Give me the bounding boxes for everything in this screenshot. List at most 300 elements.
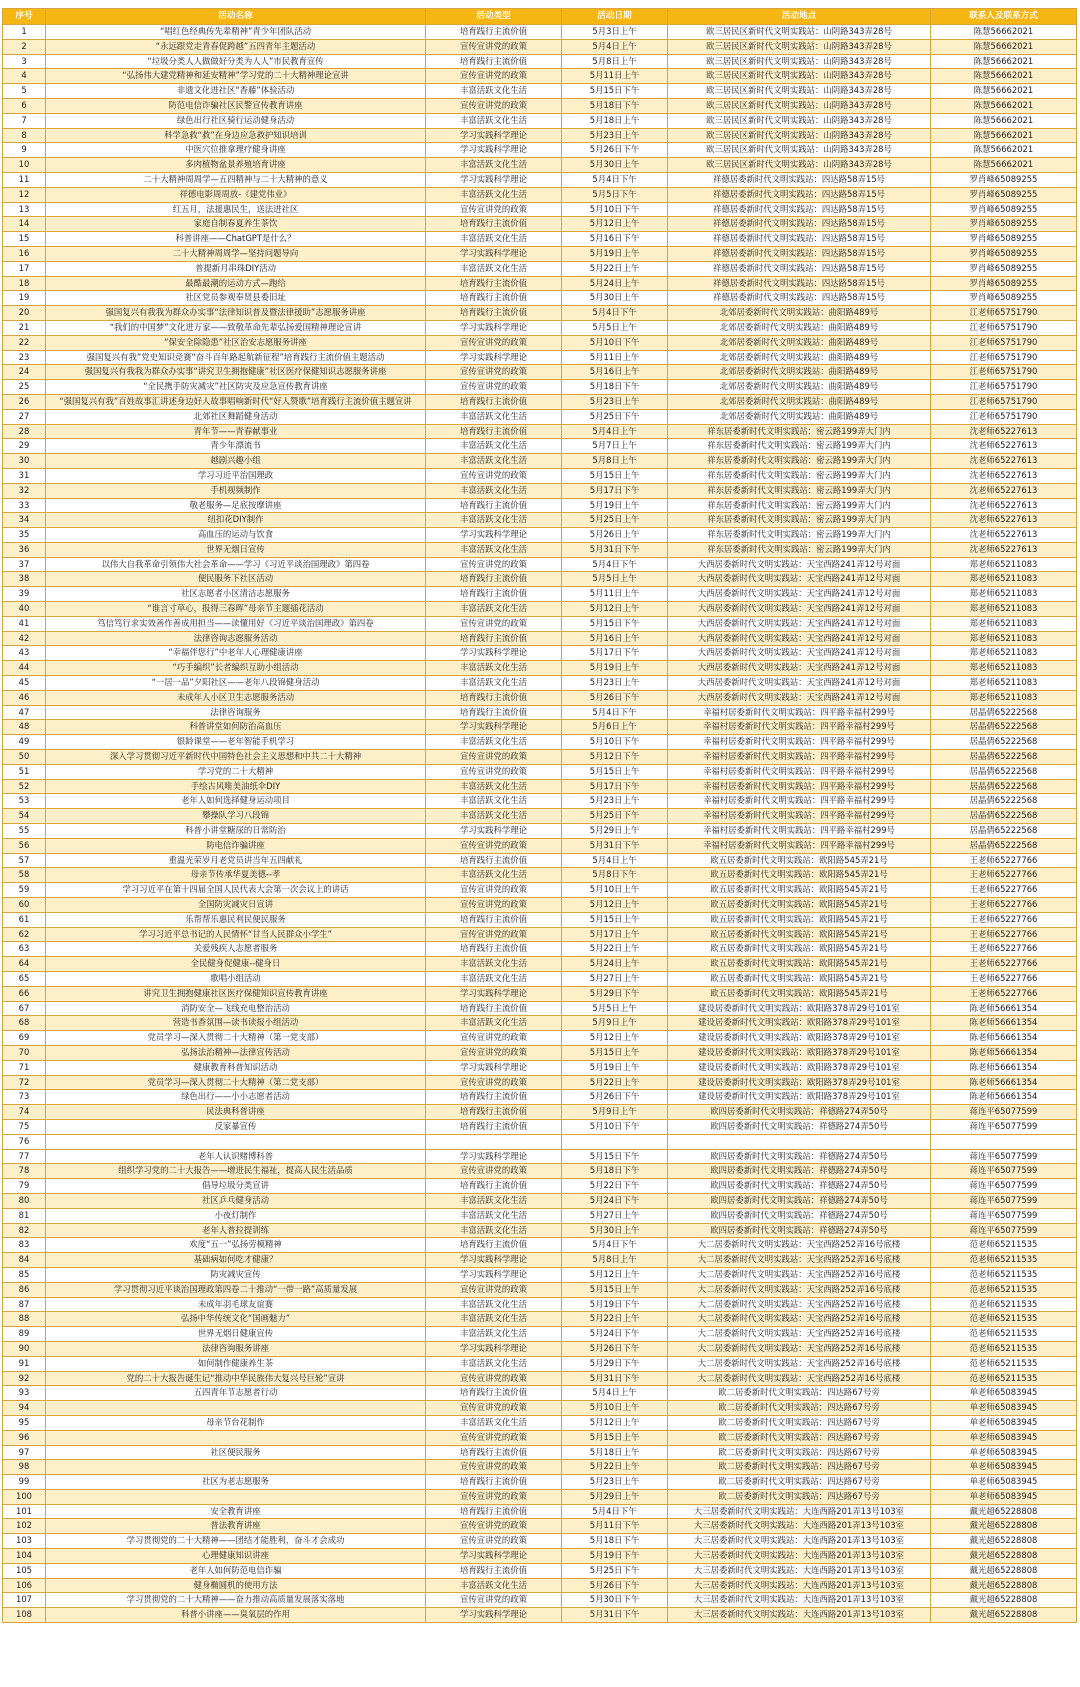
cell-activity-name: 学习党的二十大精神 [46,764,426,779]
cell-activity-type: 丰富活跃文化生活 [426,232,562,247]
table-row [3,291,1077,306]
cell-activity-type: 宣传宣讲党的政策 [426,39,562,54]
cell-activity-location: 幸福村居委新时代文明实践站：四平路幸福村299号 [668,750,931,765]
table-row [3,1489,1077,1504]
cell-contact: 蒋连平65077599 [931,1149,1077,1164]
cell-activity-name: “谁言寸草心，报得三春晖”母亲节主题插花活动 [46,602,426,617]
cell-index: 75 [3,1119,46,1134]
cell-activity-type: 培育践行主流价值 [426,291,562,306]
table-row [3,779,1077,794]
cell-activity-type: 丰富活跃文化生活 [426,676,562,691]
cell-activity-location: 建设居委新时代文明实践站：欧阳路378弄29号101室 [668,1075,931,1090]
cell-index: 31 [3,468,46,483]
cell-activity-type: 丰富活跃文化生活 [426,454,562,469]
table-row [3,1401,1077,1416]
cell-activity-type: 丰富活跃文化生活 [426,1208,562,1223]
cell-contact: 陈老师56661354 [931,1016,1077,1031]
cell-activity-location: 祥东居委新时代文明实践站：密云路199弄大门内 [668,483,931,498]
cell-activity-name: 学习习近平在第十四届全国人民代表大会第一次会议上的讲话 [46,883,426,898]
cell-activity-date: 5月12日上午 [562,1031,668,1046]
cell-activity-type: 宣传宣讲党的政策 [426,1534,562,1549]
table-row [3,1208,1077,1223]
cell-activity-type: 宣传宣讲党的政策 [426,1045,562,1060]
cell-activity-location: 幸福村居委新时代文明实践站：四平路幸福村299号 [668,809,931,824]
cell-contact [931,1134,1077,1149]
cell-activity-date: 5月10日上午 [562,1401,668,1416]
cell-activity-type: 培育践行主流价值 [426,705,562,720]
table-row [3,1253,1077,1268]
cell-activity-location: 欧三居民区新时代文明实践站：山阴路343弄28号 [668,143,931,158]
cell-index: 11 [3,172,46,187]
cell-activity-location: 欧四居委新时代文明实践站：祥德路274弄50号 [668,1119,931,1134]
cell-activity-type: 丰富活跃文化生活 [426,187,562,202]
table-row [3,1001,1077,1016]
cell-activity-location: 幸福村居委新时代文明实践站：四平路幸福村299号 [668,764,931,779]
table-row [3,898,1077,913]
cell-activity-location: 祥德居委新时代文明实践站：四达路58弄15号 [668,202,931,217]
cell-activity-location: 欧二居委新时代文明实践站：四达路67号旁 [668,1401,931,1416]
cell-activity-location: 大二居委新时代文明实践站：天宝西路252弄16号底楼 [668,1267,931,1282]
cell-activity-type: 丰富活跃文化生活 [426,735,562,750]
cell-contact: 罗肖峰65089255 [931,172,1077,187]
cell-activity-name [46,1460,426,1475]
cell-activity-name: 科普讲座——ChatGPT是什么？ [46,232,426,247]
cell-index: 54 [3,809,46,824]
cell-activity-location: 大二居委新时代文明实践站：天宝西路252弄16号底楼 [668,1297,931,1312]
cell-index: 55 [3,824,46,839]
cell-index: 14 [3,217,46,232]
cell-activity-name: 强国复兴有我我为群众办实事“法律知识普及暨法律援助”志愿服务讲座 [46,306,426,321]
table-row [3,1060,1077,1075]
cell-contact: 郑老师65211083 [931,646,1077,661]
cell-activity-location: 幸福村居委新时代文明实践站：四平路幸福村299号 [668,824,931,839]
cell-activity-date: 5月3日上午 [562,25,668,40]
cell-activity-location: 幸福村居委新时代文明实践站：四平路幸福村299号 [668,838,931,853]
cell-contact: 陈老师56661354 [931,1060,1077,1075]
table-row [3,246,1077,261]
cell-index: 34 [3,513,46,528]
cell-index: 80 [3,1193,46,1208]
cell-activity-name: 党员学习—深入贯彻二十大精神（第一党支部） [46,1031,426,1046]
cell-index: 85 [3,1267,46,1282]
cell-contact: 罗肖峰65089255 [931,217,1077,232]
table-row [3,276,1077,291]
cell-index: 43 [3,646,46,661]
table-row [3,1090,1077,1105]
cell-activity-date: 5月10日下午 [562,335,668,350]
cell-activity-date: 5月26日上午 [562,528,668,543]
table-row [3,942,1077,957]
table-row [3,394,1077,409]
table-row [3,158,1077,173]
table-row [3,39,1077,54]
cell-activity-name: 乐帮帮乐惠民利民便民服务 [46,912,426,927]
cell-index: 32 [3,483,46,498]
cell-contact: 沈老师65227613 [931,454,1077,469]
cell-activity-date: 5月17日下午 [562,646,668,661]
cell-activity-location: 欧二居委新时代文明实践站：四达路67号旁 [668,1489,931,1504]
cell-index: 52 [3,779,46,794]
column-header-activity-name: 活动名称 [46,9,426,25]
table-row [3,380,1077,395]
cell-activity-name: 未成年羽毛球友谊赛 [46,1297,426,1312]
cell-activity-name: 弘扬中华传统文化“国画魅力” [46,1312,426,1327]
cell-activity-type: 培育践行主流价值 [426,1179,562,1194]
cell-activity-location: 祥东居委新时代文明实践站：密云路199弄大门内 [668,528,931,543]
cell-activity-date: 5月4日上午 [562,853,668,868]
cell-index: 64 [3,957,46,972]
cell-activity-type: 宣传宣讲党的政策 [426,883,562,898]
cell-activity-location: 欧五居委新时代文明实践站：欧阳路545弄21号 [668,898,931,913]
cell-contact: 陈慧56662021 [931,158,1077,173]
cell-contact: 江老师65751790 [931,380,1077,395]
cell-activity-date: 5月4日下午 [562,557,668,572]
table-row [3,1519,1077,1534]
cell-index: 39 [3,587,46,602]
cell-activity-location: 欧三居民区新时代文明实践站：山阴路343弄28号 [668,98,931,113]
cell-activity-date: 5月26日下午 [562,1090,668,1105]
cell-activity-date: 5月16日上午 [562,631,668,646]
cell-index: 107 [3,1593,46,1608]
cell-activity-location: 欧三居民区新时代文明实践站：山阴路343弄28号 [668,69,931,84]
table-row [3,838,1077,853]
cell-contact: 沈老师65227613 [931,439,1077,454]
table-row [3,54,1077,69]
table-row [3,1164,1077,1179]
table-row [3,1534,1077,1549]
cell-activity-type: 培育践行主流价值 [426,853,562,868]
cell-activity-location: 大三居委新时代文明实践站：大连西路201弄13号103室 [668,1549,931,1564]
cell-activity-type: 丰富活跃文化生活 [426,972,562,987]
table-row [3,261,1077,276]
cell-activity-location: 欧四居委新时代文明实践站：祥德路274弄50号 [668,1223,931,1238]
cell-activity-date: 5月23日上午 [562,676,668,691]
cell-activity-name: “全民携手防灾减灾”社区防灾及应急宣传教育讲座 [46,380,426,395]
cell-contact: 范老师65211535 [931,1312,1077,1327]
cell-activity-type: 培育践行主流价值 [426,690,562,705]
cell-contact: 郑老师65211083 [931,572,1077,587]
cell-contact: 居晶倩65222568 [931,794,1077,809]
cell-activity-location: 祥东居委新时代文明实践站：密云路199弄大门内 [668,424,931,439]
cell-index: 10 [3,158,46,173]
cell-index: 50 [3,750,46,765]
cell-activity-name: 二十大精神周周学—五四精神与二十大精神的意义 [46,172,426,187]
cell-activity-name: 青少年漂流书 [46,439,426,454]
cell-activity-type: 宣传宣讲党的政策 [426,1401,562,1416]
cell-index: 78 [3,1164,46,1179]
cell-contact: 戴光超65228808 [931,1563,1077,1578]
cell-activity-location: 北郊居委新时代文明实践站：曲阳路489号 [668,380,931,395]
cell-contact: 戴光超65228808 [931,1504,1077,1519]
cell-contact: 沈老师65227613 [931,468,1077,483]
table-row [3,202,1077,217]
cell-contact: 戴光超65228808 [931,1519,1077,1534]
cell-contact: 郑老师65211083 [931,661,1077,676]
cell-activity-date: 5月31日下午 [562,1608,668,1623]
cell-index: 94 [3,1401,46,1416]
cell-contact: 蒋连平65077599 [931,1193,1077,1208]
cell-activity-date: 5月31日下午 [562,1371,668,1386]
cell-activity-type: 宣传宣讲党的政策 [426,365,562,380]
cell-activity-name: 中医穴位推拿理疗健身讲座 [46,143,426,158]
cell-contact: 居晶倩65222568 [931,838,1077,853]
cell-activity-type: 培育践行主流价值 [426,1504,562,1519]
cell-index: 68 [3,1016,46,1031]
cell-contact: 蒋连平65077599 [931,1223,1077,1238]
cell-activity-date: 5月9日上午 [562,1105,668,1120]
cell-index: 89 [3,1327,46,1342]
cell-activity-date: 5月12日上午 [562,602,668,617]
cell-contact: 范老师65211535 [931,1327,1077,1342]
cell-activity-location: 北郊居委新时代文明实践站：曲阳路489号 [668,394,931,409]
cell-activity-location: 大二居委新时代文明实践站：天宝西路252弄16号底楼 [668,1253,931,1268]
table-row [3,646,1077,661]
cell-activity-type: 丰富活跃文化生活 [426,1312,562,1327]
cell-activity-name: 科普小讲堂糖尿的日常防治 [46,824,426,839]
cell-contact: 居晶倩65222568 [931,824,1077,839]
cell-index: 51 [3,764,46,779]
table-row [3,439,1077,454]
cell-activity-type: 丰富活跃文化生活 [426,84,562,99]
cell-activity-name: 组织学习党的二十大报告——增进民生福祉，提高人民生活品质 [46,1164,426,1179]
cell-activity-date: 5月15日下午 [562,84,668,99]
cell-activity-date: 5月26日下午 [562,143,668,158]
cell-activity-location: 欧五居委新时代文明实践站：欧阳路545弄21号 [668,853,931,868]
cell-activity-name: 社区便民服务 [46,1445,426,1460]
cell-activity-location: 欧五居委新时代文明实践站：欧阳路545弄21号 [668,942,931,957]
cell-activity-name: 重温光荣岁月老党员讲当年五四献礼 [46,853,426,868]
cell-activity-name: 反家暴宣传 [46,1119,426,1134]
cell-activity-location: 欧五居委新时代文明实践站：欧阳路545弄21号 [668,927,931,942]
cell-contact: 王老师65227766 [931,972,1077,987]
cell-activity-name: 法律咨询服务讲座 [46,1341,426,1356]
cell-contact: 沈老师65227613 [931,528,1077,543]
cell-activity-type: 培育践行主流价值 [426,498,562,513]
cell-index: 53 [3,794,46,809]
cell-activity-date: 5月18日上午 [562,113,668,128]
cell-index: 61 [3,912,46,927]
cell-activity-location: 欧二居委新时代文明实践站：四达路67号旁 [668,1460,931,1475]
cell-index: 98 [3,1460,46,1475]
table-row [3,912,1077,927]
cell-activity-name: 健身椭圆机的使用方法 [46,1578,426,1593]
cell-activity-location: 大二居委新时代文明实践站：天宝西路252弄16号底楼 [668,1341,931,1356]
cell-activity-type: 宣传宣讲党的政策 [426,1164,562,1179]
cell-index: 16 [3,246,46,261]
cell-activity-date: 5月27日上午 [562,1208,668,1223]
cell-activity-type: 培育践行主流价值 [426,942,562,957]
cell-activity-name: 老年人认识赌博科普 [46,1149,426,1164]
cell-activity-name: “我们的中国梦”文化进万家——致敬革命先辈弘扬爱国精神理论宣讲 [46,320,426,335]
cell-activity-type: 宣传宣讲党的政策 [426,1371,562,1386]
table-row [3,631,1077,646]
cell-index: 56 [3,838,46,853]
cell-activity-date: 5月30日上午 [562,291,668,306]
table-row [3,320,1077,335]
table-row [3,1267,1077,1282]
cell-activity-location: 欧五居委新时代文明实践站：欧阳路545弄21号 [668,912,931,927]
table-row [3,1578,1077,1593]
table-row [3,1297,1077,1312]
cell-index: 44 [3,661,46,676]
cell-activity-date: 5月15日上午 [562,912,668,927]
cell-index: 108 [3,1608,46,1623]
cell-index: 63 [3,942,46,957]
cell-activity-type: 培育践行主流价值 [426,587,562,602]
cell-index: 67 [3,1001,46,1016]
cell-activity-type: 培育践行主流价值 [426,54,562,69]
table-row [3,868,1077,883]
cell-activity-type: 丰富活跃文化生活 [426,1223,562,1238]
cell-index: 1 [3,25,46,40]
cell-index: 7 [3,113,46,128]
table-row [3,661,1077,676]
cell-activity-date: 5月18日下午 [562,380,668,395]
cell-activity-date: 5月26日下午 [562,1578,668,1593]
cell-index: 5 [3,84,46,99]
cell-activity-location: 欧四居委新时代文明实践站：祥德路274弄50号 [668,1149,931,1164]
cell-contact: 陈慧56662021 [931,143,1077,158]
cell-activity-name: 银龄课堂——老年智能手机学习 [46,735,426,750]
cell-index: 88 [3,1312,46,1327]
cell-contact: 单老师65083945 [931,1386,1077,1401]
cell-index: 77 [3,1149,46,1164]
cell-activity-type: 学习实践科学理论 [426,128,562,143]
cell-activity-date: 5月8日下午 [562,868,668,883]
cell-activity-date: 5月22日上午 [562,942,668,957]
cell-activity-location: 欧四居委新时代文明实践站：祥德路274弄50号 [668,1105,931,1120]
table-row [3,764,1077,779]
cell-index: 92 [3,1371,46,1386]
table-row [3,1105,1077,1120]
cell-activity-name: 法律咨询志愿服务活动 [46,631,426,646]
cell-activity-location: 大西居委新时代文明实践站：天宝西路241弄12号对面 [668,676,931,691]
cell-activity-name: “唱红色经典传先辈精神”青少年团队活动 [46,25,426,40]
cell-contact: 郑老师65211083 [931,690,1077,705]
cell-activity-type: 学习实践科学理论 [426,172,562,187]
cell-contact: 陈慧56662021 [931,69,1077,84]
cell-activity-type: 丰富活跃文化生活 [426,779,562,794]
table-row [3,1386,1077,1401]
cell-activity-date: 5月30日上午 [562,158,668,173]
cell-activity-name: 以伟大自我革命引领伟大社会革命——学习《习近平谈治国理政》第四卷 [46,557,426,572]
cell-activity-location: 大西居委新时代文明实践站：天宝西路241弄12号对面 [668,616,931,631]
cell-activity-name: 学习习近平总书记的人民情怀“甘当人民群众小学生” [46,927,426,942]
cell-index: 41 [3,616,46,631]
table-row [3,1593,1077,1608]
cell-activity-date: 5月8日上午 [562,454,668,469]
cell-activity-location: 祥德居委新时代文明实践站：四达路58弄15号 [668,276,931,291]
cell-activity-date: 5月12日上午 [562,1415,668,1430]
cell-activity-date: 5月15日上午 [562,468,668,483]
cell-activity-type: 丰富活跃文化生活 [426,1578,562,1593]
table-row [3,1504,1077,1519]
cell-index: 35 [3,528,46,543]
cell-activity-date: 5月18日下午 [562,98,668,113]
cell-activity-location: 欧三居民区新时代文明实践站：山阴路343弄28号 [668,113,931,128]
cell-index: 37 [3,557,46,572]
cell-index: 12 [3,187,46,202]
cell-activity-date: 5月17日下午 [562,779,668,794]
table-row [3,1371,1077,1386]
cell-index: 42 [3,631,46,646]
cell-activity-date: 5月23日上午 [562,794,668,809]
cell-activity-type: 培育践行主流价值 [426,276,562,291]
table-row [3,1445,1077,1460]
cell-activity-name: 绿色出行社区骑行运动健身活动 [46,113,426,128]
cell-index: 38 [3,572,46,587]
table-row [3,483,1077,498]
cell-activity-name: 党的二十大报告诞生记“推动中华民族伟大复兴号巨轮”宣讲 [46,1371,426,1386]
cell-activity-location: 欧五居委新时代文明实践站：欧阳路545弄21号 [668,883,931,898]
cell-activity-location: 大西居委新时代文明实践站：天宝西路241弄12号对面 [668,646,931,661]
table-row [3,468,1077,483]
cell-index: 30 [3,454,46,469]
cell-activity-location: 欧三居民区新时代文明实践站：山阴路343弄28号 [668,84,931,99]
cell-activity-location: 幸福村居委新时代文明实践站：四平路幸福村299号 [668,779,931,794]
cell-activity-name: 倡导垃圾分类宣讲 [46,1179,426,1194]
cell-activity-date [562,1134,668,1149]
cell-contact: 江老师65751790 [931,350,1077,365]
cell-activity-location: 欧二居委新时代文明实践站：四达路67号旁 [668,1386,931,1401]
cell-index: 69 [3,1031,46,1046]
cell-contact: 王老师65227766 [931,883,1077,898]
cell-contact: 陈慧56662021 [931,84,1077,99]
cell-activity-name: 越剧兴趣小组 [46,454,426,469]
cell-activity-date: 5月23日上午 [562,1475,668,1490]
cell-activity-date: 5月24日下午 [562,1193,668,1208]
cell-activity-location: 大西居委新时代文明实践站：天宝西路241弄12号对面 [668,572,931,587]
cell-contact: 居晶倩65222568 [931,705,1077,720]
cell-activity-name: 全民健身促健康--健身日 [46,957,426,972]
cell-activity-date: 5月11日上午 [562,587,668,602]
cell-contact: 陈慧56662021 [931,98,1077,113]
cell-activity-type: 丰富活跃文化生活 [426,113,562,128]
cell-activity-date: 5月29日下午 [562,1356,668,1371]
cell-activity-name: 防范电信诈骗社区民警宣传教育讲座 [46,98,426,113]
cell-activity-date: 5月22日上午 [562,1312,668,1327]
cell-activity-location: 大二居委新时代文明实践站：天宝西路252弄16号底楼 [668,1356,931,1371]
cell-contact: 江老师65751790 [931,306,1077,321]
cell-activity-type: 丰富活跃文化生活 [426,957,562,972]
cell-index: 104 [3,1549,46,1564]
cell-activity-date: 5月4日下午 [562,705,668,720]
cell-contact: 戴光超65228808 [931,1608,1077,1623]
cell-contact: 范老师65211535 [931,1371,1077,1386]
cell-index: 102 [3,1519,46,1534]
cell-contact: 王老师65227766 [931,927,1077,942]
cell-activity-date: 5月29日上午 [562,824,668,839]
cell-activity-location: 大二居委新时代文明实践站：天宝西路252弄16号底楼 [668,1371,931,1386]
cell-activity-location: 建设居委新时代文明实践站：欧阳路378弄29号101室 [668,1016,931,1031]
cell-activity-date: 5月31日下午 [562,542,668,557]
cell-index: 33 [3,498,46,513]
cell-index: 46 [3,690,46,705]
cell-activity-location: 建设居委新时代文明实践站：欧阳路378弄29号101室 [668,1045,931,1060]
cell-activity-type: 丰富活跃文化生活 [426,1193,562,1208]
cell-activity-name: 科普小讲座——臭氧层的作用 [46,1608,426,1623]
cell-activity-type: 丰富活跃文化生活 [426,409,562,424]
cell-activity-type: 宣传宣讲党的政策 [426,69,562,84]
cell-activity-date: 5月30日上午 [562,1223,668,1238]
cell-index: 23 [3,350,46,365]
cell-contact: 范老师65211535 [931,1356,1077,1371]
cell-activity-type: 学习实践科学理论 [426,720,562,735]
cell-index: 93 [3,1386,46,1401]
cell-index: 81 [3,1208,46,1223]
cell-contact: 范老师65211535 [931,1238,1077,1253]
cell-contact: 江老师65751790 [931,394,1077,409]
